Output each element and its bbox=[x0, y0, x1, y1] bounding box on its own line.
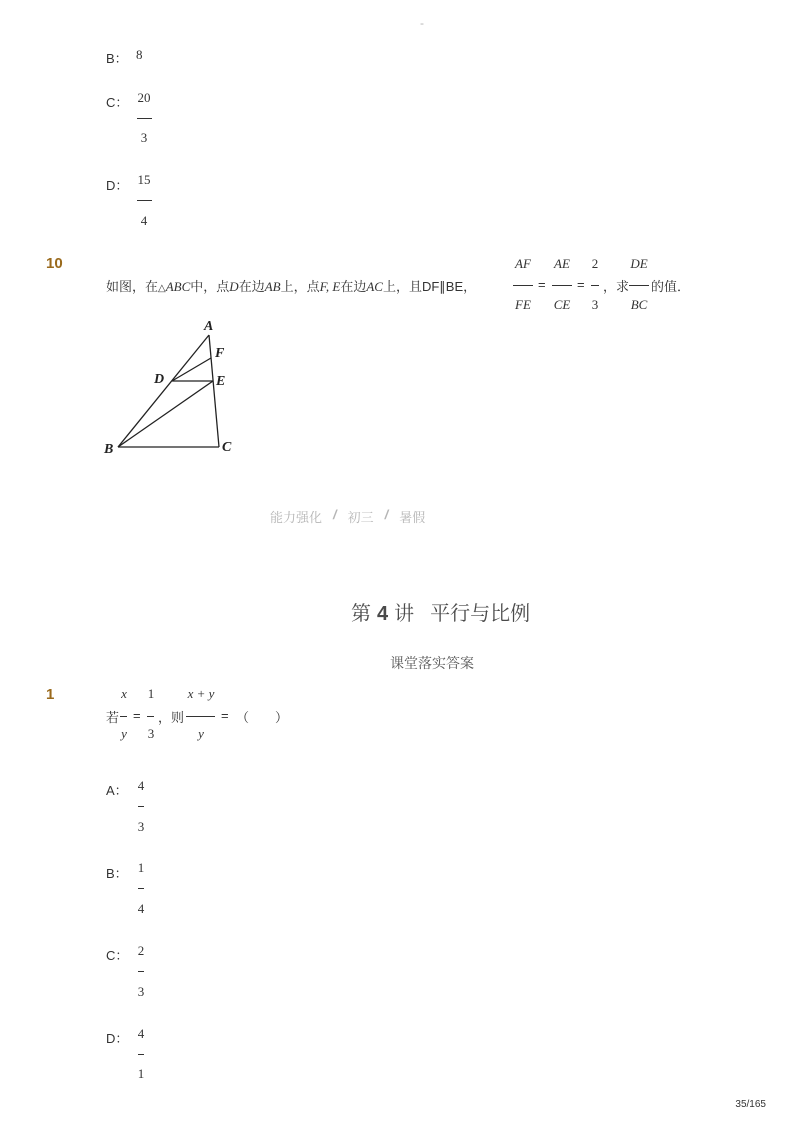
lecture-heading bbox=[351, 597, 530, 626]
segment-df bbox=[172, 358, 211, 381]
q10-stem-d: 上，点 bbox=[280, 279, 320, 294]
q1-option-d-num-wrap bbox=[134, 1026, 148, 1042]
q1-frac1-numerator: x bbox=[121, 686, 127, 701]
q10-equals-1: = bbox=[538, 277, 546, 292]
q10-stem-f: 上，且DF∥BE， bbox=[382, 279, 477, 294]
breadcrumb-part-2: 初三 bbox=[347, 510, 374, 525]
option-d-denominator-wrap bbox=[133, 213, 155, 229]
option-d-fraction-bar bbox=[137, 200, 152, 201]
option-c-denominator-wrap bbox=[133, 130, 155, 146]
q10-frac3-den-wrap bbox=[588, 297, 602, 313]
q1-option-d-denominator: 1 bbox=[137, 1066, 145, 1081]
q1-frac3-bar bbox=[186, 716, 215, 717]
q1-answer-blank: （ ） bbox=[236, 710, 289, 725]
q1-frac2-den-wrap bbox=[144, 726, 158, 742]
breadcrumb-separator-2: / bbox=[384, 507, 389, 522]
q1-frac3-den-wrap bbox=[182, 726, 220, 742]
q10-frac4-num-wrap bbox=[626, 256, 652, 272]
q10-points-fe: F, E bbox=[319, 279, 341, 294]
q1-stem-b: ，则 bbox=[158, 710, 185, 725]
q1-frac1-bar bbox=[120, 716, 127, 717]
q1-frac1-den-wrap bbox=[117, 726, 131, 742]
q1-frac3-denominator: y bbox=[198, 726, 204, 741]
q10-stem-b: 中，点 bbox=[190, 279, 230, 294]
q1-frac3-numerator: x + y bbox=[187, 686, 215, 701]
q10-stem-h: 的值． bbox=[651, 279, 691, 294]
q10-frac4-den-wrap bbox=[626, 297, 652, 313]
q1-frac1-denominator: y bbox=[121, 726, 127, 741]
q10-frac2-den-wrap bbox=[549, 297, 575, 313]
option-c-denominator: 3 bbox=[140, 130, 148, 145]
q1-option-c-numerator: 2 bbox=[137, 943, 145, 958]
q10-equals-2: = bbox=[577, 277, 585, 292]
q1-option-a-numerator: 4 bbox=[137, 778, 145, 793]
option-c-numerator: 20 bbox=[137, 90, 151, 105]
label-d: D bbox=[154, 372, 165, 387]
q1-frac3-num-wrap bbox=[182, 686, 220, 702]
top-mark: - bbox=[420, 16, 424, 30]
segment-be bbox=[118, 381, 213, 447]
q1-option-b-den-wrap bbox=[134, 901, 148, 917]
q10-frac3-denominator: 3 bbox=[591, 297, 599, 312]
q10-stem-g: ，求 bbox=[603, 279, 630, 294]
q1-option-a-bar bbox=[138, 806, 144, 807]
footer-breadcrumb bbox=[270, 507, 425, 526]
lecture-suffix: 讲 bbox=[394, 603, 415, 625]
q10-frac4-numerator: DE bbox=[630, 256, 648, 271]
q10-frac1-numerator: AF bbox=[515, 256, 531, 271]
q1-option-d-label: D： bbox=[106, 1031, 129, 1046]
question-10-stem bbox=[106, 276, 476, 295]
question-10-number: 10 bbox=[46, 255, 63, 272]
q10-frac2-numerator: AE bbox=[554, 256, 570, 271]
q1-equals-1: = bbox=[133, 708, 141, 723]
q10-frac2-denominator: CE bbox=[553, 297, 571, 312]
q1-option-c-num-wrap bbox=[134, 943, 148, 959]
q1-option-d-numerator: 4 bbox=[137, 1026, 145, 1041]
q10-frac3-bar bbox=[591, 285, 599, 286]
q1-frac2-bar bbox=[147, 716, 154, 717]
q1-option-b-numerator: 1 bbox=[137, 860, 145, 875]
option-b-value: 8 bbox=[136, 47, 143, 62]
breadcrumb-part-3: 暑假 bbox=[399, 510, 426, 525]
option-d-denominator: 4 bbox=[140, 213, 148, 228]
q10-frac1-denominator: FE bbox=[515, 297, 531, 312]
q1-option-b-bar bbox=[138, 888, 144, 889]
q1-option-a-num-wrap bbox=[134, 778, 148, 794]
lecture-number: 4 bbox=[377, 603, 389, 625]
option-c-fraction-bar bbox=[137, 118, 152, 119]
q10-frac2-bar bbox=[552, 285, 572, 286]
q10-frac1-den-wrap bbox=[510, 297, 536, 313]
q10-ac: AC bbox=[366, 279, 383, 294]
q1-option-d-bar bbox=[138, 1054, 144, 1055]
q1-option-b-label: B： bbox=[106, 866, 128, 881]
q10-frac3-num-wrap bbox=[588, 256, 602, 272]
label-c: C bbox=[222, 440, 232, 455]
q10-frac3-numerator: 2 bbox=[591, 256, 599, 271]
q1-stem-a: 若 bbox=[106, 710, 120, 725]
q1-option-c-bar bbox=[138, 971, 144, 972]
q1-frac2-denominator: 3 bbox=[147, 726, 155, 741]
q10-stem-e: 在边 bbox=[340, 279, 367, 294]
lecture-title: 平行与比例 bbox=[430, 603, 531, 625]
q1-frac2-numerator: 1 bbox=[147, 686, 155, 701]
q1-option-c-den-wrap bbox=[134, 984, 148, 1000]
q10-stem-c: 在边 bbox=[238, 279, 265, 294]
q1-option-b-denominator: 4 bbox=[137, 901, 145, 916]
option-c-label: C： bbox=[106, 95, 129, 110]
q10-frac2-num-wrap bbox=[549, 256, 575, 272]
side-ab bbox=[118, 335, 209, 447]
q1-option-a-den-wrap bbox=[134, 819, 148, 835]
label-f: F bbox=[215, 346, 225, 361]
q1-frac1-num-wrap bbox=[117, 686, 131, 702]
q1-option-c-denominator: 3 bbox=[137, 984, 145, 999]
q1-option-c-label: C： bbox=[106, 948, 129, 963]
q10-ab: AB bbox=[264, 279, 281, 294]
question-1-number: 1 bbox=[46, 686, 55, 703]
q1-option-a-denominator: 3 bbox=[137, 819, 145, 834]
option-d-numerator: 15 bbox=[137, 172, 151, 187]
q10-stem-a: 如图，在 bbox=[106, 279, 159, 294]
q10-frac4-bar bbox=[629, 285, 649, 286]
q1-option-b-num-wrap bbox=[134, 860, 148, 876]
lecture-prefix: 第 bbox=[351, 603, 371, 625]
section-title: 课堂落实答案 bbox=[390, 655, 474, 671]
page-number: 35/165 bbox=[735, 1099, 766, 1110]
q10-frac4-denominator: BC bbox=[630, 297, 648, 312]
triangle-symbol: △ bbox=[158, 283, 166, 294]
option-c-fraction bbox=[133, 90, 155, 106]
q1-equals-2: = bbox=[221, 708, 229, 723]
q1-frac2-num-wrap bbox=[144, 686, 158, 702]
breadcrumb-part-1: 能力强化 bbox=[270, 510, 323, 525]
triangle-figure bbox=[100, 315, 250, 465]
label-b: B bbox=[104, 442, 114, 457]
q10-frac1-bar bbox=[513, 285, 533, 286]
breadcrumb-separator-1: / bbox=[333, 507, 337, 522]
option-d-label: D： bbox=[106, 178, 129, 193]
q1-option-d-den-wrap bbox=[134, 1066, 148, 1082]
label-a: A bbox=[204, 319, 214, 334]
option-b-label: B： bbox=[106, 51, 128, 66]
q10-frac1-num-wrap bbox=[510, 256, 536, 272]
q10-point-d: D bbox=[229, 279, 239, 294]
q1-option-a-label: A： bbox=[106, 783, 128, 798]
option-d-fraction bbox=[133, 172, 155, 188]
q10-abc: ABC bbox=[165, 279, 191, 294]
label-e: E bbox=[216, 374, 226, 389]
